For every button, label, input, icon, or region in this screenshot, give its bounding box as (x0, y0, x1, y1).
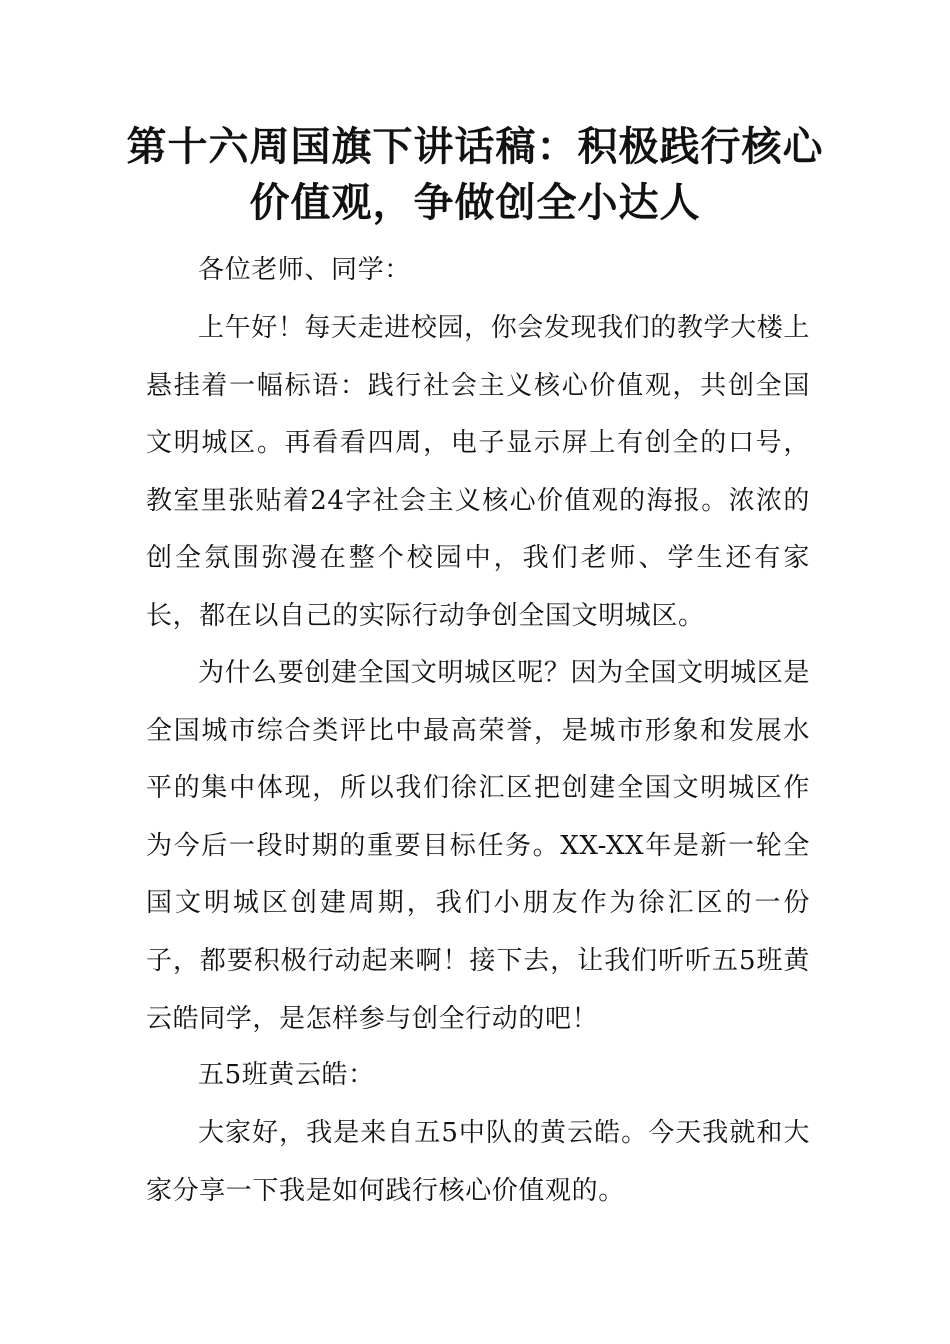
document-title-line-1: 第十六周国旗下讲话稿：积极践行核心 (126, 124, 824, 170)
document-title-line-2: 价值观，争做创全小达人 (249, 180, 701, 226)
body-paragraph-greeting: 上午好！每天走进校园，你会发现我们的教学大楼上悬挂着一幅标语：践行社会主义核心价值观，共创全国文明城区。再看看四周，电子显示屏上有创全的口号，教室里张贴着24字社会主义核心价值观的海报。浓浓的创全氛围弥漫在整个校园中，我们老师、学生还有家长，都在以自己的实际行动争创全国文明城区。 (146, 313, 810, 631)
speaker-speech-paragraph: 大家好，我是来自五5中队的黄云皓。今天我就和大家分享一下我是如何践行核心价值观的。 (146, 1118, 810, 1206)
body-paragraph-why-civilized-district: 为什么要创建全国文明城区呢？因为全国文明城区是全国城市综合类评比中最高荣誉，是城市形象和发展水平的集中体现，所以我们徐汇区把创建全国文明城区作为今后一段时期的重要目标任务。XX-XX年是新一轮全国文明城区创建周期，我们小朋友作为徐汇区的一份子，都要积极行动起来啊！接下去，让我们听听五5班黄云皓同学，是怎样参与创全行动的吧！ (146, 658, 810, 1034)
salutation-paragraph: 各位老师、同学： (198, 255, 411, 285)
speaker-intro-paragraph: 五5班黄云皓： (198, 1060, 375, 1090)
